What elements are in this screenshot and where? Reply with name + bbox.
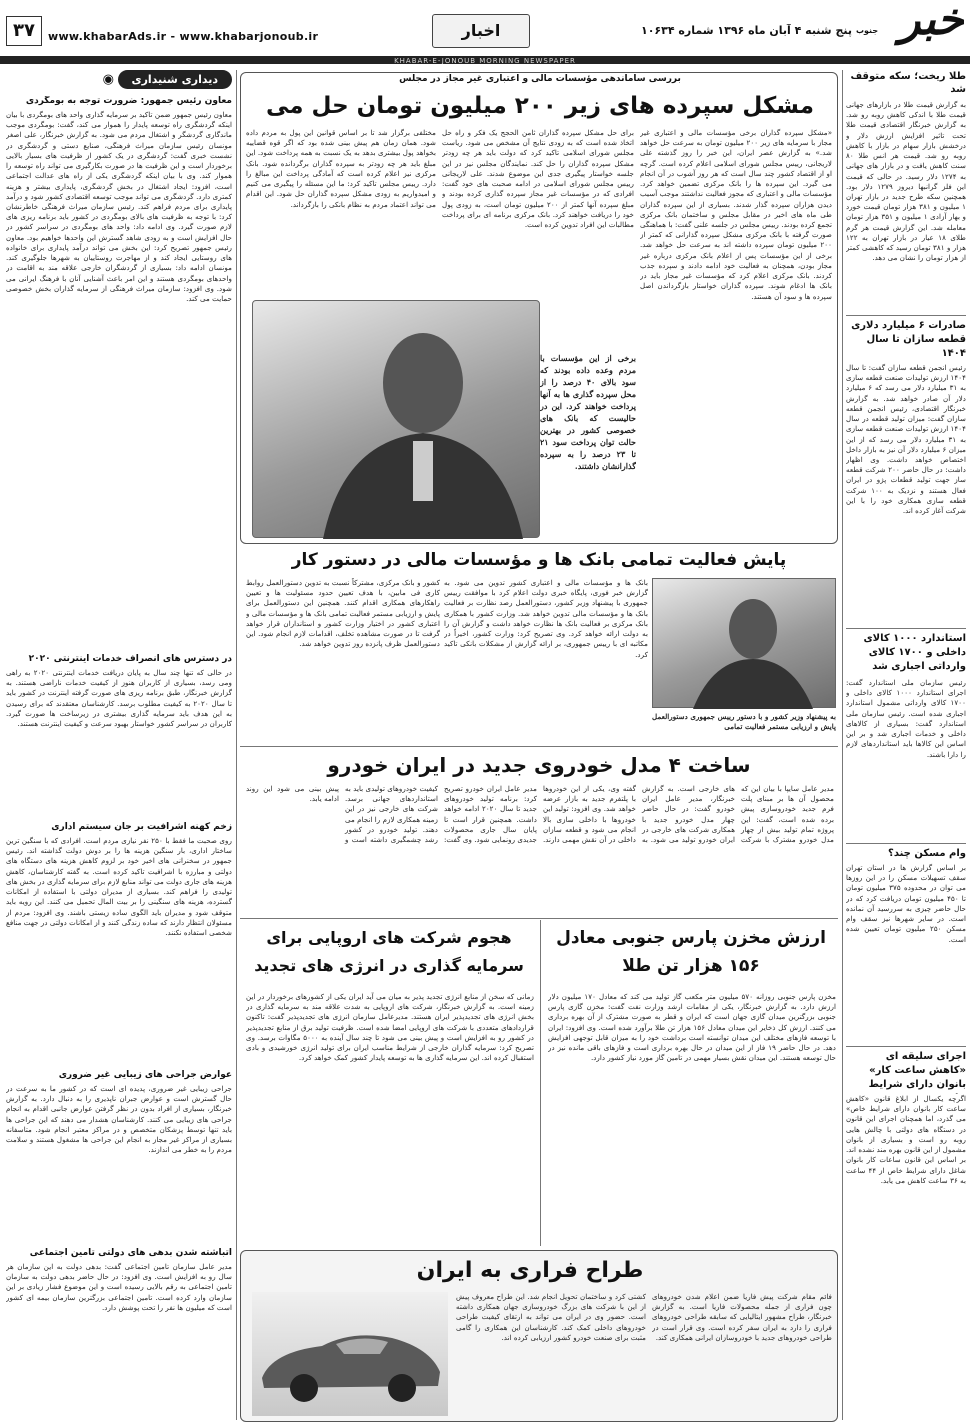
left-item-1-body: معاون رئیس جمهور ضمن تاکید بر سرمایه گذاری واحد های بومگردی با بیان اینکه گردشگری راه توسعه پایدار را هموار می کند، گفت: بومگردی موجب ماندگاری گردشگر و اشتغال مردم می شود. به گزارش خبرنگار، علی اصغر مونسان رئیس سازمان میراث فرهنگی، صنایع دستی و گردشگری در نشست خبری گفت: گردشگری در یک کشور از ظرفیت های بسیار بالایی برخوردار است و این ظرفیت ها در صورت بکارگیری می تواند راه توسعه را هموار کند. وی با بیان اینکه گردشگری یکی از راه های عدالت اجتماعی است، افزود: ایجاد اشتغال در بخش گردشگری، پایداری بیشتر و هزینه کمتری دارد. گردشگری می تواند موجب توسعه اقتصادی کشور شود و درآمد پایداری برای مردم فراهم کند. رئیس سازمان میراث فرهنگی خاطرنشان کرد: با توجه به ظرفیت های بالای بومگردی در کشور باید برنامه ریزی های لازم صورت گیرد. وی ادامه داد: واحد های بومگردی در سراسر کشور در حال افزایش است و به زودی شاهد گسترش این واحدها خواهیم بود. معاون رئیس جمهور تصریح کرد: این بخش می تواند درآمد پایداری برای خانواده های روستایی ایجاد کند و از مهاجرت روستاییان به شهرها جلوگیری کند. مونسان ادامه داد: بسیاری از گردشگران خارجی علاقه مند به اقامت در واحدهای بومگردی هستند و این امر باعث آشنایی آنان با فرهنگ ایرانی می شود. وی افزود: سازمان میراث فرهنگی از سرمایه گذاران بخش خصوصی حمایت می کند. xyxy=(6,110,232,303)
minister-silhouette-icon xyxy=(653,579,837,709)
photo-minister xyxy=(652,578,836,708)
page-number-value: ۳۷ xyxy=(13,20,35,41)
sports-car-icon xyxy=(252,1292,448,1416)
speaker-icon: ◉ xyxy=(102,72,114,87)
logo-text: خبر xyxy=(899,0,964,45)
section-label: اخبار xyxy=(461,21,501,40)
europe-body: زمانی که سخن از منابع انرژی تجدید پذیر به میان می آید ایران یکی از کشورهای برخوردار در این زمینه است. به گزارش خبرنگار، شرکت های اروپایی به شدت علاقه مند به سرمایه گذاری در بخش انرژی های تجدیدپذیر ایران هستند. مدیرعامل سازمان انرژی های تجدیدپذیر گفت: تاکنون قراردادهای متعددی با شرکت های اروپایی امضا شده است. ظرفیت تولید برق از منابع تجدیدپذیر در کشور رو به افزایش است و پیش بینی می شود تا چند سال آینده به ۵۰۰۰ مگاوات برسد. وی تصریح کرد: سرمایه گذاران خارجی از شرایط مناسب ایران برای تولید انرژی خورشیدی و بادی استقبال کرده اند. این سرمایه گذاری ها به توسعه پایدار کشور کمک خواهد کرد. xyxy=(246,992,534,1063)
closure-divider xyxy=(240,746,838,747)
photo-ferrari xyxy=(252,1292,448,1416)
standards-body: رئیس سازمان ملی استاندارد گفت: اجرای استاندارد ۱۰۰۰ کالای داخلی و ۱۷۰۰ کالای وارداتی مشمول استاندارد اجباری شده است. رئیس سازمان ملی استاندارد گفت: بسیاری از کالاهای داخلی و خدمات اجباری شد و بر این اساس این کالاها باید استانداردهای لازم را دارا باشند. xyxy=(846,678,966,759)
ferrari-col-1: فائم مقام شرکت پیش فاریا ضمن اعلام شدن خودروهای چون فراری از جمله محصولات فاریا است. به گزارش خبرنگار، طراح مشهور ایتالیایی که سابقه طراحی خودروهای فراری را دارد به ایران سفر کرده است. وی قرار است در طراحی خودروهای جدید با خودروسازان ایرانی همکاری کند. xyxy=(652,1292,832,1342)
gas-body: مخزن پارس جنوبی روزانه ۵۷۰ میلیون متر مکعب گاز تولید می کند که معادل ۱۷۰ میلیون دلار ارزش دارد. به گزارش خبرنگار، یکی از مقامات ارشد وزارت نفت گفت: مخزن گازی پارس جنوبی بزرگترین میدان گازی جهان است که ایران و قطر به صورت مشترک از آن بهره برداری می کنند. ارزش کل ذخایر این میدان معادل ۱۵۶ هزار تن طلا برآورد شده است. وی افزود: ایران با توسعه فازهای مختلف این میدان توانسته است برداشت خود را به میزان قابل توجهی افزایش دهد. در حال حاضر ۱۹ فاز از این میدان در حال بهره برداری است و فازهای باقی مانده نیز در حال توسعه هستند. این میدان نقش بسیار مهمی در تامین گاز مورد نیاز کشور دارد. xyxy=(548,992,836,1063)
housing-body: بر اساس گزارش ها در استان تهران سقف تسهیلات مسکن را در این روزها می توان در محدوده ۳۷۵ میلیون تومان تا ۴۵۰ میلیون تومان دریافت کرد که در حال حاضر چیزی به سررسید آن نمانده است. در سایر شهرها نیز سقف وام مسکن ۲۵۰ میلیون تومان تعیین شده است. xyxy=(846,863,966,944)
photo-speaker xyxy=(252,300,540,538)
speaker-silhouette-icon xyxy=(253,301,541,539)
gold-body: به گزارش قیمت طلا در بازارهای جهانی قیمت طلا با اندکی کاهش روبه رو شد. به گزارش خبرنگار اقتصادی قیمت طلا تحت تاثیر افزایش ارزش دلار و درخشش بازار سهام در بازار با کاهش روبه رو شد. قیمت هر انس طلا ۸۰ سنت کاهش یافت و در بازار های جهانی به ۱۲۷۴ دلار رسید. در حالی که قیمت این فلز گرانبها دیروز ۱۲۷۹ دلار بود. همچنین سکه طرح جدید در بازار تهران ۱ میلیون و ۳۸۱ هزار تومان قیمت خورد و بهار آزادی ۱ میلیون و ۳۵۱ هزار تومان معامله شد. این گزارش قیمت هر گرم طلای ۱۸ عیار در بازار تهران به ۱۲۲ هزار و ۳۸۱ تومان رسید که کاهشی کمتر از هزار تومان را نشان می دهد. xyxy=(846,100,966,263)
women-hours-body: اگرچه یکسال از ابلاغ قانون «کاهش ساعت کار بانوان دارای شرایط خاص» می گذرد، اما همچنان اجرای این قانون در دستگاه های دولتی با چالش هایی روبه رو است و بسیاری از بانوان مشمول از این قانون بهره مند نشده اند. بر اساس این قانون ساعات کار بانوان شاغل دارای شرایط خاص از ۴۴ ساعت به ۳۶ ساعت کاهش می یابد. xyxy=(846,1094,966,1185)
sidebar-divider xyxy=(842,70,843,1420)
column-label xyxy=(6,70,232,92)
english-name-bar xyxy=(0,56,970,64)
standards-title: استاندارد ۱۰۰۰ کالای داخلی و ۱۷۰۰ کالای وارداتی اجباری شد xyxy=(863,633,966,672)
europe-headline: هجوم شرکت های اروپایی برای سرمایه گذاری در انرژی های تجدید xyxy=(254,928,524,975)
housing-title: وام مسکن چند؟ xyxy=(888,848,966,859)
date-line: پنج شنبه ۴ آبان ماه ۱۳۹۶ شماره ۱۰۶۳۴ xyxy=(641,24,852,37)
export-body: رئیس انجمن قطعه سازان گفت: تا سال ۱۴۰۴ ارزش تولیدات صنعت قطعه سازی به ۳۱ میلیارد دلار می رسد که ۶ میلیارد دلار آن صادر خواهد شد. به گزارش خبرنگار اقتصادی، رئیس انجمن قطعه سازان گفت: میزان تولید قطعه در سال ۱۴۰۴ ارزش تولیدات صنعت قطعه سازی به ۳۱ میلیارد دلار می رسد که از این میزان ۶ میلیارد دلار آن نیز به بازار داخل اختصاص خواهد داشت. وی اظهار داشت: در حال حاضر ۲۰۰ شرکت قطعه ساز جهت تولید قطعات پژو در ایران فعال هستند و نزدیک به ۱۰۰ شرکت قطعه سازی همکاری خود را با این شرکت آغاز کرده اند. xyxy=(846,363,966,516)
websites[interactable]: www.khabarAds.ir - www.khabarjonoub.ir xyxy=(48,30,319,43)
closure-col-2: کشور و بانک مرکزی، مشترکاً نسبت به تدوین دستورالعمل روابط کاری فی مابین، با هدف تعیین حدود مسئولیت ها و تعیین راهکارهای همکاری اقدام کنند. همچنین این دستورالعمل برای پایش و ارزیابی مستمر فعالیت تمامی بانک ها و مؤسسات مالی و اعتباری کشور در اختیار وزارت کشور و استانداران قرار خواهد گرفت تا در صورت مشاهده تخلف، اقدامات لازم انجام شود. این دستورالعمل ظرف پانزده روز تدوین خواهد شد. xyxy=(246,578,440,649)
left-item-1-title: معاون رئیس جمهور: ضرورت توجه به بومگردی xyxy=(25,96,232,106)
left-item-5-body: مدیر عامل سازمان تامین اجتماعی گفت: بدهی دولت به این سازمان هر سال رو به افزایش است. وی افزود: در حال حاضر بدهی دولت به سازمان تامین اجتماعی به رقم بالایی رسیده است و این موضوع فشار زیادی بر این سازمان وارد کرده است. تامین اجتماعی بزرگترین سازمان بیمه ای کشور است که میلیون ها نفر را تحت پوشش دارد. xyxy=(6,1262,232,1312)
women-hours-title: اجرای سلیقه ای «کاهش ساعت کار» بانوان دارای شرایط xyxy=(868,1051,966,1090)
english-name: KHABAR-E-JONOUB MORNING NEWSPAPER xyxy=(394,57,576,64)
car-headline: ساخت ۴ مدل خودروی جدید در ایران خودرو xyxy=(327,753,751,777)
left-item-2-title: در دسترس های انصراف خدمات اینترنتی ۲۰۲۰ xyxy=(28,654,232,664)
ferrari-headline: طراح فراری به ایران xyxy=(416,1258,644,1283)
gas-divider xyxy=(540,920,541,1246)
page-number xyxy=(6,16,42,46)
logo xyxy=(854,0,964,50)
logo-small: جنوب xyxy=(856,26,879,35)
left-item-3-body: روی صحبت ما فقط با ۲۵۰ نفر نیازی مردم است. افرادی که با سنگین ترین ساختار اداری، بار سنگین هزینه ها را بر دوش دولت گذاشته اند. رئیس جمهور در سخنرانی های اخیر خود بر لزوم کاهش هزینه های دستگاه های دولتی و مبارزه با اشرافیت تاکید کرده است. به گفته کارشناسان، کاهش هزینه های جاری دولت می تواند منابع لازم برای سرمایه گذاری در بخش های تولیدی را فراهم کند. بسیاری از مدیران دولتی با استفاده از امکانات گسترده، هزینه های سنگینی را بر بیت المال تحمیل می کنند. این رویه باید متوقف شود و مدیران باید الگوی ساده زیستی باشند. وی افزود: مردم از مسئولان انتظار دارند که ساده زندگی کنند و از امکانات دولتی در جهت منافع شخصی استفاده نکنند. xyxy=(6,836,232,937)
ferrari-col-2: کشتی کرد و ساختمان تحویل انجام شد. این طراح معروف پیش از این با شرکت های بزرگ خودروسازی جهان همکاری داشته است. حضور وی در ایران می تواند به ارتقای کیفیت طراحی خودروهای داخلی کمک کند. کارشناسان این همکاری را گامی مثبت برای صنعت خودرو کشور ارزیابی کرده اند. xyxy=(456,1292,646,1342)
left-item-3-title: زخم کهنه اشرافیت بر جان سیستم اداری xyxy=(51,822,232,832)
left-item-5-title: اتباشته شدن بدهی های دولتی تامین اجتماعی xyxy=(29,1248,232,1258)
left-item-4-title: عوارض جراحی های زیبایی غیر ضروری xyxy=(58,1070,232,1080)
export-title: صادرات ۶ میلیارد دلاری قطعه سازان تا سال ۱۴۰۴ xyxy=(851,320,966,359)
main-col-1: «مشکل سپرده گذاران برخی مؤسسات مالی و اعتباری غیر مجاز با سرمایه های زیر ۲۰۰ میلیون تومان به سرعت حل خواهد شد.» به گزارش عصر ایران، این خبر را روز گذشته علی لاریجانی، رییس مجلس شورای اسلامی اعلام کرده است. گرچه او از اقتصاد کشور چند سال است که هر روز آشوب در آن انجام می گیرد. این سپرده ها را بانک مرکزی تضمین خواهد کرد. مؤسسات مالی و اعتباری که مجوز فعالیت نداشتند موجب آسیب دیدن هزاران سپرده گذار شدند. بسیاری از این سپرده گذاران طی ماه های اخیر در مقابل مجلس و ساختمان بانک مرکزی تجمع کرده بودند. رییس مجلس در جلسه علنی گفت: با هماهنگی صورت گرفته با بانک مرکزی مشکل سپرده گذارانی که کمتر از ۲۰۰ میلیون تومان سپرده داشته اند به سرعت حل خواهد شد. برخی از این مؤسسات پس از اعلام بانک مرکزی درباره غیر مجاز بودن، همچنان به فعالیت خود ادامه دادند و سپرده جذب کردند. بانک مرکزی اعلام کرد که مؤسسات غیر مجاز باید در بانک ها ادغام شوند. سپرده گذاران خواستار بازگرداندن اصل سپرده ها و سود آن هستند. xyxy=(640,128,832,301)
gold-title: طلا ریخت؛ سکه متوقف شد xyxy=(850,71,966,95)
main-headline: مشکل سپرده های زیر ۲۰۰ میلیون تومان حل می xyxy=(266,93,814,119)
column-label-text: دیداری شنیداری xyxy=(118,70,232,89)
closure-headline: پایش فعالیت تمامی بانک ها و مؤسسات مالی در دستور کار xyxy=(291,550,787,570)
closure-col-1: بانک ها و مؤسسات مالی و اعتباری کشور تدوین می شود. به گزارش خبر فوری، پایگاه خبری دولت اعلام کرد با موافقت رییس جمهوری با پیشنهاد وزیر کشور، دستورالعمل رصد نظارت بر فعالیت بانک ها و مؤسسات مالی تدوین خواهد شد. وزارت کشور با همکاری بانک مرکزی بر فعالیت بانک ها نظارت خواهد داشت و گزارش آن را به دولت ارائه خواهد کرد. وی تصریح کرد: وزارت کشور، اخیراً در مکاتبه ای با رییس جمهوری، بر ارائه گزارش از مشکلات بانکی تاکید کرد. xyxy=(444,578,648,659)
main-pullquote: برخی از این مؤسسات با مردم وعده داده بودند که سود بالای ۴۰ درصد را از محل سپرده گذاری ها به آنها پرداخت خواهند کرد. این در حالیست که بانک های خصوصی کشور در بهترین حالت توان پرداخت سود ۲۱ تا ۲۳ درصد را به سپرده گذارانشان داشتند. xyxy=(540,353,636,471)
car-body: مدیر عامل سایپا با بیان این که محصول آن ها بر مبنای پلت فرم جدید خودروسازی پیش برده شده است، گفت: این پروژه تمام تولید بیش از چهار مدل خودرو مشترک با شرکت های خارجی است. به گزارش خبرنگار، مدیر عامل ایران خودرو گفت: در حال حاضر چهار مدل خودرو جدید با همکاری شرکت های خارجی در ایران خودرو تولید می شود. به گفته وی، یکی از این خودروها با پلتفرم جدید به بازار عرضه خواهد شد. وی افزود: تولید این خودروها با داخلی سازی بالا انجام می شود و قطعه سازان داخلی در آن نقش مهمی دارند. مدیر عامل ایران خودرو تصریح کرد: برنامه تولید خودروهای جدید تا سال ۲۰۲۰ ادامه خواهد داشت. همچنین قرار است تا پایان سال جاری محصولات جدیدی رونمایی شود. وی گفت: کیفیت خودروهای تولیدی باید به استانداردهای جهانی برسد. شرکت های خارجی نیز در این زمینه همکاری لازم را انجام می دهند. تولید خودرو در کشور رشد چشمگیری داشته است و پیش بینی می شود این روند ادامه یابد. xyxy=(246,784,834,845)
left-column xyxy=(6,70,232,1420)
main-col-2: برای حل مشکل سپرده گذاران ثامن الحجج یک فکر و راه حل اتخاذ شده است که به زودی نتایج آن مشخص می شود. ریاست مجلس شورای اسلامی تاکید کرد که دولت باید هر چه زودتر مشکل سپرده گذاران را حل کند. نمایندگان مجلس نیز در این جلسه خواستار پیگیری جدی این موضوع شدند. علی لاریجانی رییس مجلس شورای اسلامی در ادامه صحبت های خود گفت: افرادی که در مؤسسات غیر مجاز سپرده گذاری کرده بودند و مبلغ سپرده آنها کمتر از ۲۰۰ میلیون تومان است، به زودی پول خود را دریافت خواهند کرد. بانک مرکزی برنامه ای برای پرداخت مطالبات این افراد تدوین کرده است. xyxy=(442,128,634,229)
closure-caption: به پیشنهاد وزیر کشور و با دستور رییس جمهوری دستورالعمل پایش و ارزیابی مستمر فعالیت تمامی xyxy=(652,712,836,732)
main-col-3: مختلفی برگزار شد تا بر اساس قوانین این پول به مردم داده شود. همان زمان هم پیش بینی شده بود که اگر قوه قضاییه بخواهد پول بیشتری بدهد به یک نسبت به همه پرداخت شود. این مبلغ باید هر چه زودتر به سپرده گذاران برگردانده شود. بانک مرکزی نیز اعلام کرده است که آمادگی پرداخت این مبالغ را دارد. رییس مجلس تاکید کرد: ما این مسئله را پیگیری می کنیم و امیدواریم به زودی مشکل سپرده گذاران حل شود. این اقدام می تواند اعتماد مردم به نظام بانکی را بازگرداند. xyxy=(246,128,436,209)
main-kicker: بررسی ساماندهی مؤسسات مالی و اعتباری غیر مجاز در مجلس xyxy=(399,74,681,84)
sidebar-right xyxy=(846,70,966,1420)
car-divider xyxy=(240,918,838,919)
left-column-divider xyxy=(236,70,237,1420)
left-item-4-body: جراحی زیبایی غیر ضروری، پدیده ای است که در کشور ما به سرعت در حال گسترش است و عوارض جبران ناپذیری را به دنبال دارد. به گزارش خبرنگار، بسیاری از افراد بدون در نظر گرفتن عوارض جانبی اقدام به انجام جراحی های زیبایی می کنند. کارشناسان هشدار می دهند که این جراحی ها باید تنها توسط پزشکان متخصص و در مراکز معتبر انجام شود. متاسفانه بسیاری از مراکز غیر مجاز به انجام این جراحی ها مشغول هستند و سلامت مردم را به خطر می اندازند. xyxy=(6,1084,232,1155)
gas-headline: ارزش مخزن پارس جنوبی معادل ۱۵۶ هزار تن طلا xyxy=(556,928,826,976)
left-item-2-body: در حالی که تنها چند سال به پایان دریافت خدمات اینترنتی ۲۰۲۰ به راهی ومی رسد، بسیاری از کاربران هنوز از کیفیت خدمات ناراضی هستند. به گزارش خبرنگار، طبق برنامه ریزی های صورت گرفته اینترنت در کشور باید تا سال ۲۰۲۰ به کیفیت مطلوب برسد. کارشناسان معتقدند که برای رسیدن به این هدف باید سرمایه گذاری بیشتری در زیرساخت ها صورت گیرد. کاربران در سراسر کشور خواستار بهبود سرعت و کیفیت اینترنت هستند. xyxy=(6,668,232,729)
section-tab xyxy=(432,14,530,48)
masthead xyxy=(0,0,970,64)
